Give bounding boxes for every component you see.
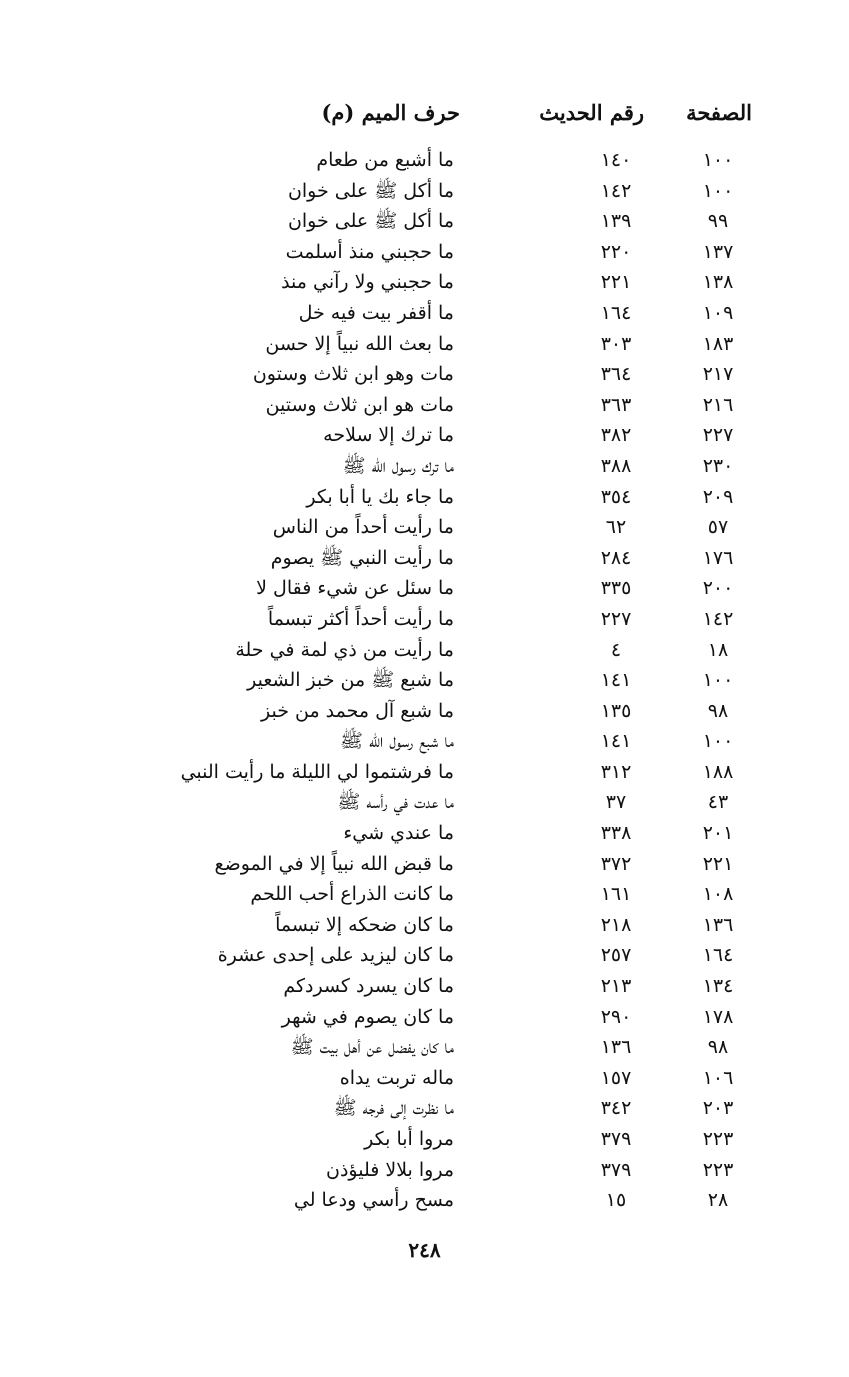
hadith-opening-text: ما شبع آل محمد من خبز (260, 699, 454, 722)
list-item (0, 360, 849, 391)
list-item (0, 850, 849, 881)
hadith-number-cell: ١٤٢ (600, 179, 632, 202)
page-number-cell: ٢٢١ (702, 852, 734, 875)
hadith-opening-text: ما جاء بك يا أبا بكر (306, 485, 454, 508)
page-number-cell: ١٠٠ (702, 149, 734, 171)
hadith-number-cell: ٣٥٤ (600, 485, 632, 508)
list-item (0, 177, 849, 208)
list-item (0, 421, 849, 452)
hadith-number-cell: ٢٢٧ (600, 607, 632, 630)
list-item (0, 207, 849, 238)
hadith-opening-text: ما حجبني ولا رآني منذ (281, 271, 454, 294)
hadith-opening-text: مسح رأسي ودعا لي (293, 1189, 454, 1212)
page-number-cell: ٢٣٠ (702, 454, 734, 477)
hadith-opening-text: ما ترك رسول الله ﷺ (342, 454, 454, 477)
hadith-opening-text: ما قبض الله نبياً إلا في الموضع (214, 852, 454, 875)
hadith-opening-text: ما كان يصوم في شهر (281, 1005, 454, 1028)
page-number-cell: ٢٢٣ (702, 1128, 734, 1150)
hadith-opening-text: مروا أبا بكر (364, 1128, 454, 1150)
hadith-opening-text: ما ترك إلا سلاحه (323, 424, 454, 447)
list-item (0, 941, 849, 972)
page-number-cell: ٢٠٩ (702, 485, 734, 508)
list-item (0, 146, 849, 177)
hadith-opening-text: ما كان ضحكه إلا تبسماً (275, 913, 454, 936)
hadith-opening-text: ما أكل ﷺ على خوان (287, 179, 454, 202)
hadith-opening-text: ما نظرت إلى فرجه ﷺ (333, 1097, 454, 1120)
hadith-number-cell: ٣٧٢ (600, 852, 632, 875)
page-number-cell: ١٧٨ (702, 1005, 734, 1028)
page-number-cell: ١٤٢ (702, 607, 734, 630)
hadith-number-cell: ٣٦٤ (600, 363, 632, 386)
page-number-cell: ٢١٦ (702, 393, 734, 416)
list-item (0, 1033, 849, 1064)
hadith-number-cell: ٢١٨ (600, 913, 632, 936)
list-item (0, 299, 849, 330)
page-number-cell: ٢٢٧ (702, 424, 734, 447)
hadith-opening-text: ما عدت في رأسه ﷺ (337, 791, 454, 814)
hadith-opening-text: ما كان يسرد كسردكم (283, 975, 454, 998)
hadith-number-cell: ١٤٠ (600, 149, 632, 171)
list-item (0, 972, 849, 1003)
table-header (0, 100, 849, 136)
list-item (0, 1125, 849, 1156)
list-item (0, 880, 849, 911)
hadith-opening-text: ما كانت الذراع أحب اللحم (250, 883, 454, 906)
page-number-cell: ٢٠١ (702, 822, 734, 845)
hadith-number-cell: ١٣٥ (600, 699, 632, 722)
list-item (0, 544, 849, 575)
list-item (0, 330, 849, 361)
hadith-number-cell: ٣٨٢ (600, 424, 632, 447)
page-number-cell: ١٠٠ (702, 179, 734, 202)
page-number-cell: ١٠٠ (702, 730, 734, 753)
page-number-cell: ١٠٩ (702, 301, 734, 324)
page-number-cell: ١٨٨ (702, 760, 734, 783)
list-item (0, 697, 849, 728)
hadith-number-cell: ١٦٤ (600, 301, 632, 324)
list-item (0, 666, 849, 697)
list-item (0, 605, 849, 636)
index-list (0, 146, 849, 1217)
hadith-number-cell: ٣٤٢ (600, 1097, 632, 1120)
hadith-number-cell: ١٣٩ (600, 210, 632, 233)
list-item (0, 238, 849, 269)
hadith-number-cell: ٣٨٨ (600, 454, 632, 477)
page-number-cell: ٩٨ (707, 1036, 729, 1059)
hadith-number-cell: ٣٣٨ (600, 822, 632, 845)
hadith-number-cell: ٦٢ (605, 516, 627, 539)
hadith-number-cell: ١٤١ (600, 730, 632, 753)
list-item (0, 1156, 849, 1187)
page-number-cell: ٩٨ (707, 699, 729, 722)
hadith-opening-text: مروا بلالا فليؤذن (326, 1158, 454, 1181)
page-number-cell: ١٠٦ (702, 1066, 734, 1089)
list-item (0, 513, 849, 544)
page-number-cell: ١٨٣ (702, 332, 734, 355)
page-number-cell: ١٣٨ (702, 271, 734, 294)
hadith-opening-text: ما رأيت أحداً من الناس (272, 516, 454, 539)
hadith-number-cell: ٣٠٣ (600, 332, 632, 355)
hadith-number-cell: ٢٢٠ (600, 240, 632, 263)
list-item (0, 788, 849, 819)
hadith-number-cell: ٢٩٠ (600, 1005, 632, 1028)
hadith-number-cell: ٢٥٧ (600, 944, 632, 967)
list-item (0, 636, 849, 667)
page-number-cell: ٩٩ (707, 210, 729, 233)
page-number-cell: ٢١٧ (702, 363, 734, 386)
hadith-number-cell: ٣١٢ (600, 760, 632, 783)
list-item (0, 1094, 849, 1125)
hadith-number-cell: ١٦١ (600, 883, 632, 906)
page-number-cell: ١٦٤ (702, 944, 734, 967)
list-item (0, 911, 849, 942)
hadith-opening-text: ما شبع رسول الله ﷺ (340, 730, 454, 753)
hadith-opening-text: ما شبع ﷺ من خبز الشعير (247, 669, 454, 692)
hadith-number-cell: ٢١٣ (600, 975, 632, 998)
page-number-cell: ١٣٦ (702, 913, 734, 936)
page-number-cell: ١٨ (707, 638, 729, 661)
hadith-number-cell: ٣٦٣ (600, 393, 632, 416)
list-item (0, 1003, 849, 1034)
list-item (0, 819, 849, 850)
page-number-cell: ٢٠٣ (702, 1097, 734, 1120)
hadith-opening-text: ما كان يفضل عن أهل بيت ﷺ (290, 1036, 454, 1059)
page-number-cell: ٤٣ (707, 791, 729, 814)
list-item (0, 391, 849, 422)
page-number: ٢٤٨ (408, 1238, 441, 1262)
hadith-number-cell: ٤ (610, 638, 622, 661)
list-item (0, 758, 849, 789)
page-number-cell: ١٧٦ (702, 546, 734, 569)
hadith-opening-text: ما بعث الله نبياً إلا حسن (265, 332, 454, 355)
list-item (0, 574, 849, 605)
page-column-header: الصفحة (686, 100, 752, 125)
hadith-opening-text: ما فرشتموا لي الليلة ما رأيت النبي (180, 760, 454, 783)
page-number-cell: ١٠٠ (702, 669, 734, 692)
hadith-number-cell: ١٣٦ (600, 1036, 632, 1059)
list-item (0, 1064, 849, 1095)
hadith-opening-text: ما عندي شيء (343, 822, 454, 845)
list-item (0, 727, 849, 758)
hadith-number-cell: ١٤١ (600, 669, 632, 692)
hadith-opening-text: مات هو ابن ثلاث وستين (265, 393, 454, 416)
hadith-opening-text: مات وهو ابن ثلاث وستون (252, 363, 454, 386)
hadith-opening-text: ما أكل ﷺ على خوان (287, 210, 454, 233)
hadith-number-cell: ٣٧٩ (600, 1158, 632, 1181)
hadith-opening-text: ما رأيت من ذي لمة في حلة (235, 638, 454, 661)
page-number-cell: ١٣٤ (702, 975, 734, 998)
hadith-number-cell: ١٥ (605, 1189, 627, 1212)
list-item (0, 452, 849, 483)
hadith-opening-text: ما حجبني منذ أسلمت (285, 240, 454, 263)
section-title: حرف الميم (م) (321, 100, 460, 125)
hadith-number-column-header: رقم الحديث (539, 100, 644, 125)
hadith-opening-text: ما كان ليزيد على إحدى عشرة (217, 944, 454, 967)
hadith-opening-text: ما رأيت أحداً أكثر تبسماً (267, 607, 454, 630)
hadith-number-cell: ٢٢١ (600, 271, 632, 294)
page-number-cell: ٢٢٣ (702, 1158, 734, 1181)
hadith-opening-text: ما أشبع من طعام (316, 149, 454, 171)
page-number-cell: ١٣٧ (702, 240, 734, 263)
hadith-opening-text: ما سئل عن شيء فقال لا (256, 577, 454, 600)
hadith-number-cell: ٣٧ (605, 791, 627, 814)
hadith-number-cell: ٣٧٩ (600, 1128, 632, 1150)
hadith-number-cell: ٢٨٤ (600, 546, 632, 569)
page-number-cell: ١٠٨ (702, 883, 734, 906)
list-item (0, 268, 849, 299)
hadith-number-cell: ١٥٧ (600, 1066, 632, 1089)
hadith-opening-text: ما أقفر بيت فيه خل (298, 301, 454, 324)
hadith-opening-text: ماله تربت يداه (339, 1066, 454, 1089)
hadith-number-cell: ٣٣٥ (600, 577, 632, 600)
page-number-cell: ٢٨ (707, 1189, 729, 1212)
hadith-opening-text: ما رأيت النبي ﷺ يصوم (270, 546, 454, 569)
list-item (0, 483, 849, 514)
list-item (0, 1186, 849, 1217)
page-number-cell: ٢٠٠ (702, 577, 734, 600)
page-number-cell: ٥٧ (707, 516, 729, 539)
